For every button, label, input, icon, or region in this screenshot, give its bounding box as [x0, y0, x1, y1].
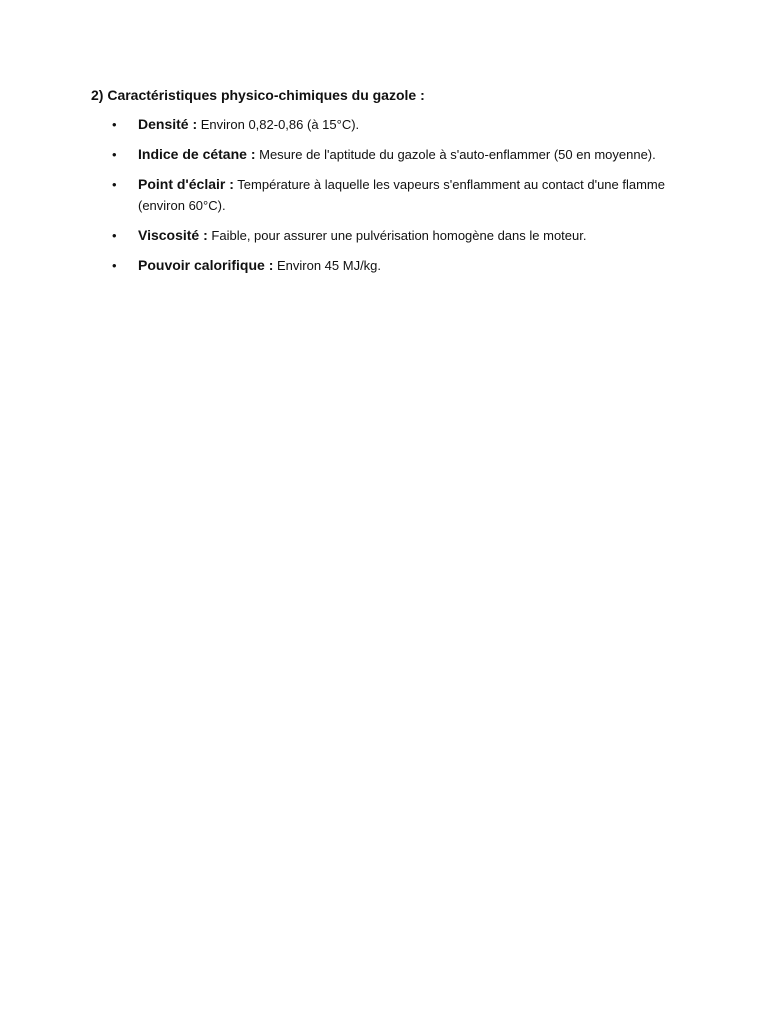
item-term: Viscosité :	[138, 227, 208, 243]
list-item-cetane	[91, 144, 671, 165]
section-heading: 2) Caractéristiques physico-chimiques du gazole :	[91, 87, 425, 103]
item-text: Température à laquelle les vapeurs s'enflamment au contact d'une flamme (environ 60°C).	[138, 177, 665, 213]
item-text: Faible, pour assurer une pulvérisation homogène dans le moteur.	[211, 228, 587, 243]
list-item-density	[91, 114, 671, 135]
bullet-icon: •	[112, 117, 117, 132]
bullet-icon: •	[112, 258, 117, 273]
bullet-icon: •	[112, 228, 117, 243]
item-text: Environ 45 MJ/kg.	[276, 258, 382, 273]
item-term: Point d'éclair :	[138, 176, 234, 192]
item-term: Indice de cétane :	[138, 146, 256, 162]
item-term: Densité :	[138, 116, 198, 132]
item-text: Mesure de l'aptitude du gazole à s'auto-enflammer (50 en moyenne).	[259, 147, 656, 162]
list-item-calorific-value	[91, 255, 671, 276]
properties-list	[91, 114, 671, 276]
document-content	[91, 84, 671, 285]
list-item-flash-point	[91, 174, 671, 216]
bullet-icon: •	[112, 177, 117, 192]
item-text: Environ 0,82-0,86 (à 15°C).	[200, 117, 360, 132]
bullet-icon: •	[112, 147, 117, 162]
item-term: Pouvoir calorifique :	[138, 257, 274, 273]
list-item-viscosity	[91, 225, 671, 246]
